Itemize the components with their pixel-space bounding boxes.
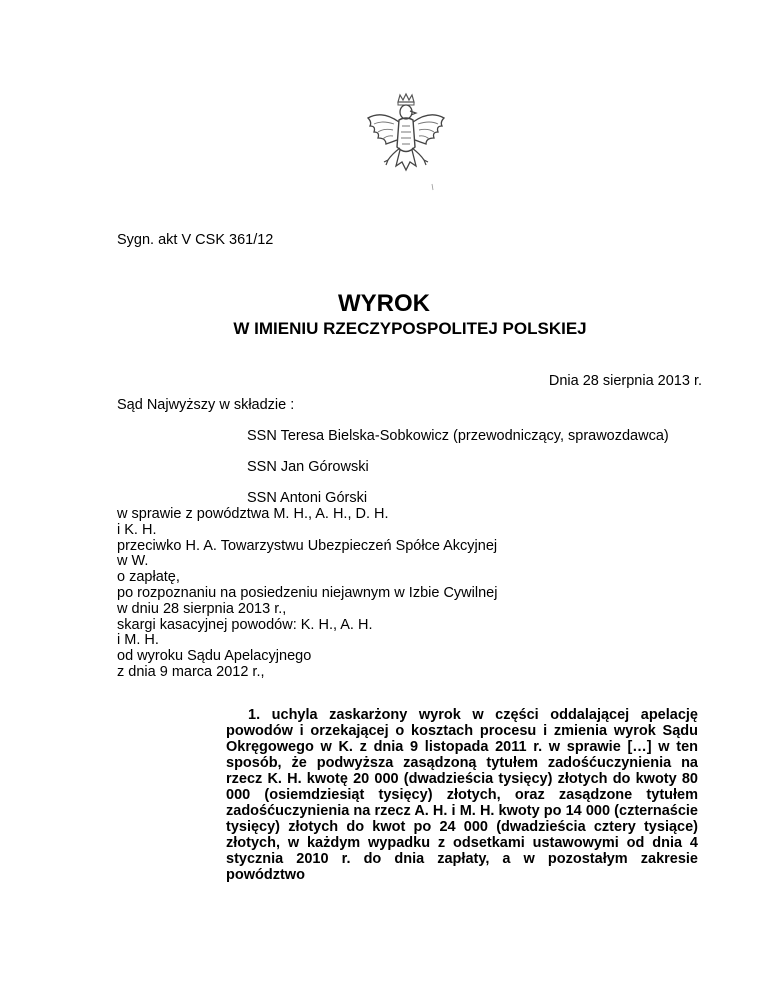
case-line: skargi kasacyjnej powodów: K. H., A. H. [117,616,373,633]
case-line: i K. H. [117,521,157,538]
ruling-paragraph: 1. uchyla zaskarżony wyrok w części oddalającej apelację powodów i orzekającej o kosztach procesu i zmienia wyrok Sądu Okręgowego w K. z dnia 9 listopada 2011 r. w sprawie […] w ten sposób, że podwyższa zasądzoną tytułem zadośćuczynienia na rzecz K. H. kwotę 20 000 (dwadzieścia tysięcy) złotych do kwoty 80 000 (osiemdziesiąt tysięcy) złotych, oraz zasądzone tytułem zadośćuczynienia na rzecz A. H. i M. H. kwoty po 14 000 (czternaście tysięcy) złotych do kwot po 24 000 (dwadzieścia cztery tysiące) złotych, w każdym wypadku z odsetkami ustawowymi od dnia 4 stycznia 2010 r. do dnia zapłaty, a w pozostałym zakresie powództwo [226,707,698,883]
document-title: WYROK [338,290,430,317]
case-line: i M. H. [117,632,159,649]
judge-name: SSN Jan Górowski [247,459,369,475]
court-composition: Sąd Najwyższy w składzie : [117,397,295,413]
judge-name: SSN Antoni Górski [247,490,368,506]
case-line: przeciwko H. A. Towarzystwu Ubezpieczeń Spółce Akcyjnej [117,537,498,554]
judge-name: SSN Teresa Bielska-Sobkowicz (przewodniczący, sprawozdawca) [247,428,669,444]
case-line: w sprawie z powództwa M. H., A. H., D. H. [117,506,389,522]
polish-eagle-emblem [362,92,450,192]
case-line: w dniu 28 sierpnia 2013 r., [117,600,287,617]
case-line: po rozpoznaniu na posiedzeniu niejawnym w Izbie Cywilnej [117,584,498,601]
case-line: o zapłatę, [117,569,180,586]
case-line: z dnia 9 marca 2012 r., [117,663,265,680]
case-line: w W. [117,553,149,570]
case-line: od wyroku Sądu Apelacyjnego [117,648,312,665]
case-signature: Sygn. akt V CSK 361/12 [117,232,274,248]
document-subtitle: W IMIENIU RZECZYPOSPOLITEJ POLSKIEJ [233,319,587,338]
judgment-date: Dnia 28 sierpnia 2013 r. [548,373,702,389]
case-description [117,507,497,681]
